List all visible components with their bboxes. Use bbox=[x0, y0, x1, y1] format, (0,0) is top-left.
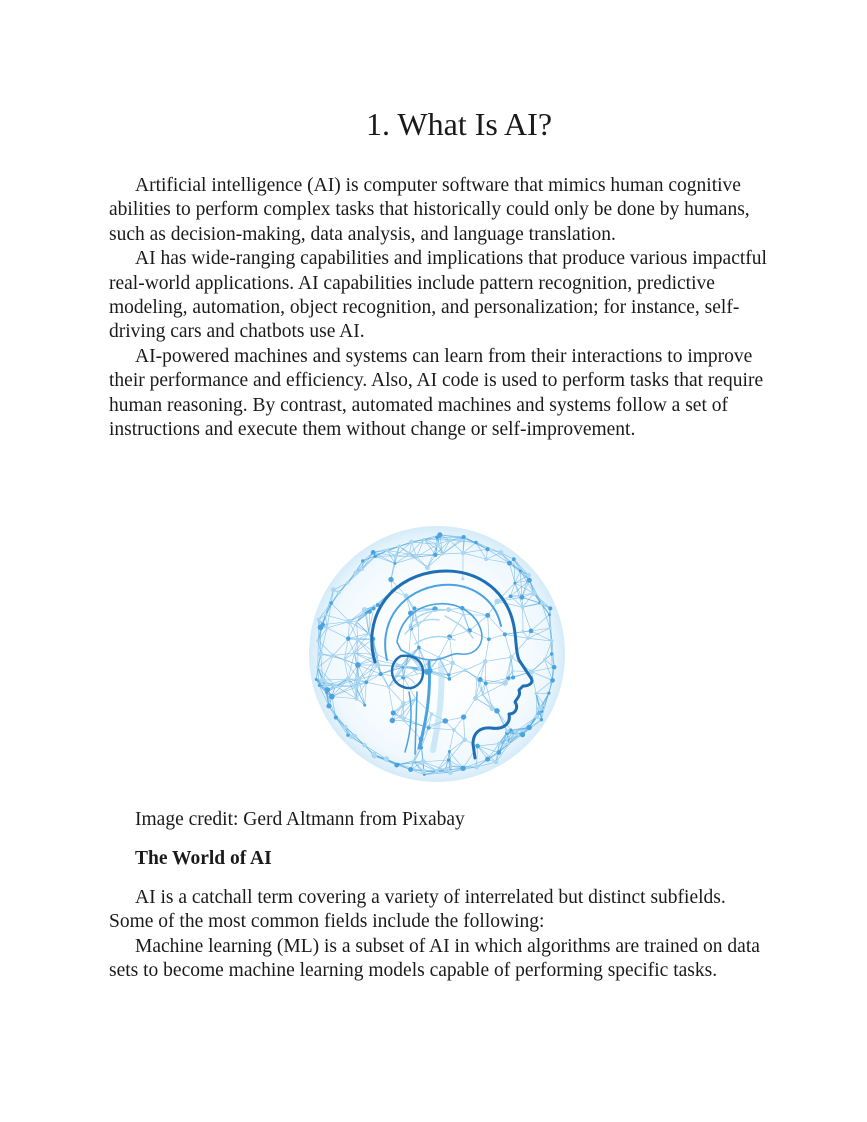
network-node bbox=[494, 599, 500, 605]
network-node bbox=[368, 610, 372, 614]
network-node bbox=[516, 733, 520, 737]
network-node bbox=[402, 719, 405, 722]
network-node bbox=[318, 684, 321, 687]
network-node bbox=[475, 677, 478, 680]
network-node bbox=[527, 578, 532, 583]
network-node bbox=[329, 694, 335, 700]
paragraph-definition: Artificial intelligence (AI) is computer software that mimics human cognitive abilities to perform complex tasks that historically could only be done by humans, such as decision-making, data analysis, and language translation. bbox=[109, 175, 750, 245]
network-node bbox=[435, 769, 439, 773]
network-node bbox=[355, 697, 359, 701]
network-node bbox=[485, 613, 490, 618]
network-node bbox=[347, 619, 353, 625]
network-node bbox=[507, 676, 511, 680]
network-node bbox=[447, 758, 450, 761]
network-node bbox=[537, 705, 543, 711]
network-node bbox=[447, 673, 450, 676]
network-node bbox=[346, 636, 350, 640]
network-node bbox=[507, 561, 512, 566]
ai-brain-network-icon bbox=[305, 522, 569, 786]
network-node bbox=[362, 607, 367, 612]
world-of-ai-section bbox=[109, 886, 769, 984]
network-node bbox=[412, 760, 415, 763]
network-node bbox=[363, 704, 366, 707]
network-node bbox=[519, 569, 522, 572]
network-node bbox=[409, 540, 414, 545]
network-node bbox=[316, 666, 319, 669]
network-node bbox=[547, 692, 550, 695]
network-node bbox=[318, 651, 323, 656]
network-node bbox=[337, 590, 341, 594]
network-node bbox=[435, 536, 438, 539]
network-node bbox=[548, 627, 551, 630]
network-node bbox=[520, 732, 525, 737]
network-node bbox=[346, 581, 350, 585]
network-node bbox=[441, 553, 444, 556]
network-node bbox=[427, 726, 431, 730]
network-node bbox=[484, 557, 488, 561]
network-node bbox=[391, 710, 396, 715]
network-node bbox=[494, 708, 499, 713]
network-node bbox=[509, 594, 513, 598]
network-node bbox=[474, 541, 477, 544]
network-node bbox=[393, 554, 397, 558]
network-node bbox=[334, 715, 338, 719]
section-heading: The World of AI bbox=[135, 848, 272, 869]
network-node bbox=[513, 582, 516, 585]
network-node bbox=[473, 696, 478, 701]
network-node bbox=[372, 607, 376, 611]
network-node bbox=[375, 663, 380, 668]
network-node bbox=[364, 680, 368, 684]
paragraph-learning: AI-powered machines and systems can learn from their interactions to improve their performance and efficiency. Also, AI code is used to perform tasks that require human reasoning. By contrast, automated machines and systems follow a set of instructions and execute them without change or self-improvement. bbox=[109, 345, 764, 441]
network-node bbox=[552, 665, 557, 670]
network-node bbox=[450, 765, 453, 768]
network-node bbox=[315, 678, 318, 681]
network-node bbox=[420, 759, 425, 764]
network-node bbox=[361, 559, 364, 562]
network-node bbox=[485, 547, 489, 551]
network-node bbox=[511, 675, 515, 679]
image-credit: Image credit: Gerd Altmann from Pixabay bbox=[135, 809, 465, 830]
network-node bbox=[385, 549, 388, 552]
network-node bbox=[462, 737, 467, 742]
network-node bbox=[415, 555, 419, 559]
network-node bbox=[462, 535, 466, 539]
network-node bbox=[460, 766, 465, 771]
network-node bbox=[318, 625, 324, 631]
network-node bbox=[446, 607, 451, 612]
network-node bbox=[526, 637, 529, 640]
network-node bbox=[540, 718, 543, 721]
network-node bbox=[329, 601, 333, 605]
network-node bbox=[346, 734, 349, 737]
network-node bbox=[444, 769, 447, 772]
page-title: 1. What Is AI? bbox=[365, 106, 553, 142]
network-node bbox=[548, 606, 552, 610]
network-node bbox=[325, 691, 328, 694]
network-node bbox=[534, 692, 537, 695]
network-node bbox=[463, 668, 467, 672]
network-node bbox=[509, 655, 514, 660]
network-node bbox=[461, 714, 466, 719]
network-node bbox=[353, 651, 356, 654]
network-node bbox=[384, 756, 390, 762]
network-node bbox=[514, 731, 517, 734]
network-node bbox=[448, 770, 453, 775]
network-node bbox=[353, 570, 358, 575]
network-node bbox=[355, 662, 361, 668]
network-node bbox=[535, 714, 539, 718]
network-node bbox=[430, 712, 434, 716]
network-node bbox=[448, 677, 452, 681]
network-node bbox=[323, 683, 328, 688]
paragraph-capabilities: AI has wide-ranging capabilities and implications that produce various impactful real-world applications. AI capabilities include pattern recognition, predictive modeling, automation, object recognition, and personalization; for instance, self-driving cars and chatbots use AI. bbox=[109, 248, 767, 343]
network-node bbox=[343, 658, 346, 661]
network-node bbox=[371, 550, 376, 555]
network-node bbox=[509, 728, 512, 731]
paragraph-machine-learning: Machine learning (ML) is a subset of AI in which algorithms are trained on data sets to become machine learning models capable of performing specific tasks. bbox=[109, 935, 760, 982]
network-node bbox=[324, 614, 327, 617]
network-node bbox=[544, 705, 547, 708]
network-node bbox=[399, 714, 402, 717]
network-node bbox=[550, 678, 555, 683]
network-node bbox=[333, 684, 338, 689]
network-node bbox=[317, 618, 321, 622]
network-node bbox=[390, 718, 396, 724]
network-node bbox=[550, 652, 553, 655]
network-node bbox=[531, 590, 537, 596]
network-node bbox=[461, 577, 464, 580]
network-node bbox=[462, 613, 465, 616]
network-node bbox=[452, 728, 456, 732]
network-node bbox=[408, 553, 411, 556]
network-node bbox=[379, 672, 383, 676]
network-node bbox=[356, 676, 362, 682]
network-node bbox=[373, 554, 377, 558]
network-node bbox=[401, 701, 406, 706]
network-node bbox=[425, 565, 430, 570]
network-node bbox=[484, 681, 488, 685]
network-node bbox=[448, 538, 452, 542]
network-node bbox=[326, 704, 331, 709]
network-node bbox=[408, 767, 413, 772]
network-node bbox=[343, 725, 347, 729]
network-node bbox=[423, 538, 426, 541]
network-node bbox=[548, 613, 551, 616]
paragraph-subfields: AI is a catchall term covering a variety of interrelated but distinct subfields. Some of the most common fields include the following: bbox=[109, 887, 726, 933]
network-node bbox=[550, 639, 553, 642]
network-node bbox=[394, 562, 397, 565]
network-node bbox=[474, 765, 479, 770]
network-node bbox=[475, 744, 480, 749]
network-node bbox=[412, 606, 416, 610]
network-node bbox=[450, 661, 455, 666]
network-node bbox=[349, 735, 353, 739]
network-node bbox=[421, 769, 426, 774]
network-node bbox=[331, 653, 335, 657]
network-node bbox=[497, 750, 502, 755]
network-node bbox=[435, 542, 440, 547]
network-node bbox=[388, 577, 393, 582]
network-node bbox=[325, 687, 330, 692]
network-node bbox=[521, 605, 525, 609]
network-node bbox=[362, 743, 367, 748]
network-node bbox=[397, 763, 400, 766]
network-node bbox=[520, 595, 525, 600]
network-node bbox=[490, 706, 495, 711]
network-node bbox=[356, 638, 360, 642]
network-node bbox=[511, 670, 514, 673]
ai-brain-illustration bbox=[305, 522, 569, 786]
network-node bbox=[375, 653, 378, 656]
network-node bbox=[543, 658, 546, 661]
network-node bbox=[494, 760, 499, 765]
network-node bbox=[529, 629, 534, 634]
network-node bbox=[498, 550, 504, 556]
intro-section bbox=[109, 174, 769, 442]
network-node bbox=[320, 677, 326, 683]
network-node bbox=[503, 632, 507, 636]
network-node bbox=[478, 677, 483, 682]
network-node bbox=[487, 637, 491, 641]
network-node bbox=[507, 742, 510, 745]
network-node bbox=[461, 551, 466, 556]
network-node bbox=[387, 686, 390, 689]
network-node bbox=[540, 601, 544, 605]
network-node bbox=[443, 718, 448, 723]
network-node bbox=[331, 587, 336, 592]
network-node bbox=[527, 725, 532, 730]
network-node bbox=[367, 632, 370, 635]
network-node bbox=[512, 557, 516, 561]
network-node bbox=[325, 626, 328, 629]
network-node bbox=[433, 553, 437, 557]
network-node bbox=[506, 729, 510, 733]
network-node bbox=[371, 752, 376, 757]
network-node bbox=[481, 693, 484, 696]
network-node bbox=[355, 620, 358, 623]
network-node bbox=[483, 659, 488, 664]
network-node bbox=[361, 568, 364, 571]
network-node bbox=[497, 742, 501, 746]
network-node bbox=[502, 680, 508, 686]
network-node bbox=[346, 676, 351, 681]
network-node bbox=[448, 750, 451, 753]
network-node bbox=[316, 639, 320, 643]
network-node bbox=[354, 684, 359, 689]
network-node bbox=[397, 544, 401, 548]
network-node bbox=[521, 630, 524, 633]
network-node bbox=[526, 573, 531, 578]
network-node bbox=[353, 734, 357, 738]
network-node bbox=[417, 646, 421, 650]
network-node bbox=[485, 757, 490, 762]
